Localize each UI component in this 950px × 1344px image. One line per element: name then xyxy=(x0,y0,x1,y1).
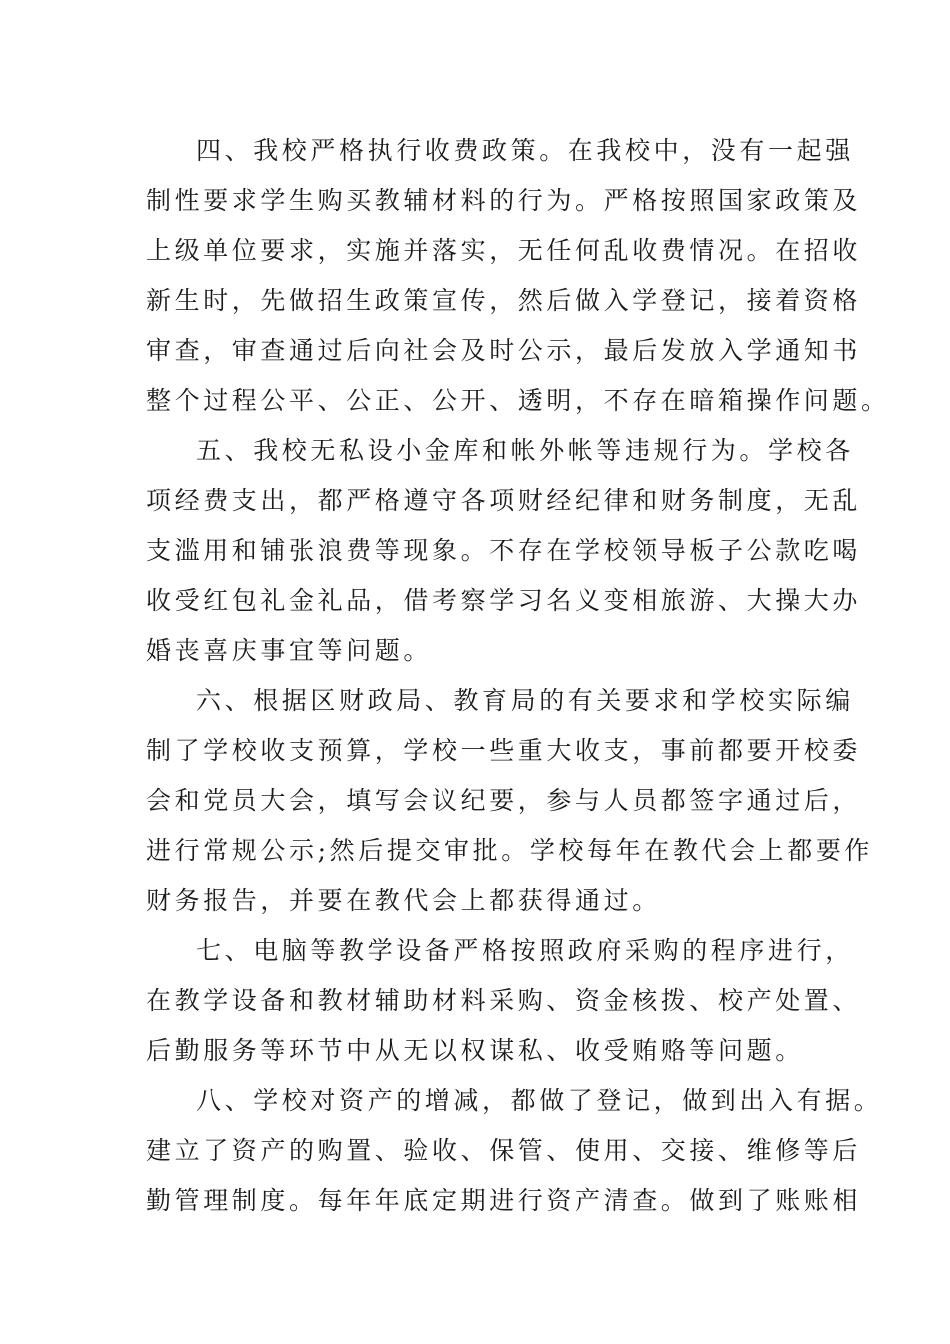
paragraph-6-line-3: 会和党员大会，填写会议纪要，参与人员都签字通过后， xyxy=(146,786,862,815)
paragraph-6-line-5: 财务报告，并要在教代会上都获得通过。 xyxy=(146,886,661,915)
paragraph-5-line-3: 支滥用和铺张浪费等现象。不存在学校领导板子公款吃喝 xyxy=(146,536,862,565)
paragraph-7-line-1: 七、电脑等教学设备严格按照政府采购的程序进行， xyxy=(196,936,854,965)
paragraph-8-line-2: 建立了资产的购置、验收、保管、使用、交接、维修等后 xyxy=(146,1136,862,1165)
paragraph-4-line-5: 审查，审查通过后向社会及时公示，最后发放入学通知书 xyxy=(146,336,862,365)
paragraph-8-line-3: 勤管理制度。每年年底定期进行资产清查。做到了账账相 xyxy=(146,1186,862,1215)
paragraph-4-line-2: 制性要求学生购买教辅材料的行为。严格按照国家政策及 xyxy=(146,186,862,215)
paragraph-8-line-1: 八、学校对资产的增减，都做了登记，做到出入有据。 xyxy=(196,1086,883,1115)
paragraph-5-line-1: 五、我校无私设小金库和帐外帐等违规行为。学校各 xyxy=(196,436,854,465)
paragraph-6-line-4: 进行常规公示;然后提交审批。学校每年在教代会上都要作 xyxy=(146,836,874,865)
paragraph-5-line-4: 收受红包礼金礼品，借考察学习名义变相旅游、大操大办 xyxy=(146,586,862,615)
paragraph-6-line-1: 六、根据区财政局、教育局的有关要求和学校实际编 xyxy=(196,686,854,715)
paragraph-7-line-3: 后勤服务等环节中从无以权谋私、收受贿赂等问题。 xyxy=(146,1036,804,1065)
paragraph-4-line-6: 整个过程公平、公正、公开、透明，不存在暗箱操作问题。 xyxy=(146,386,890,415)
paragraph-4-line-3: 上级单位要求，实施并落实，无任何乱收费情况。在招收 xyxy=(146,236,862,265)
paragraph-4-line-4: 新生时，先做招生政策宣传，然后做入学登记，接着资格 xyxy=(146,286,862,315)
paragraph-5-line-5: 婚丧喜庆事宜等问题。 xyxy=(146,636,433,665)
paragraph-5-line-2: 项经费支出，都严格遵守各项财经纪律和财务制度，无乱 xyxy=(146,486,862,515)
paragraph-6-line-2: 制了学校收支预算，学校一些重大收支，事前都要开校委 xyxy=(146,736,862,765)
paragraph-7-line-2: 在教学设备和教材辅助材料采购、资金核拨、校产处置、 xyxy=(146,986,862,1015)
paragraph-4-line-1: 四、我校严格执行收费政策。在我校中，没有一起强 xyxy=(196,136,854,165)
